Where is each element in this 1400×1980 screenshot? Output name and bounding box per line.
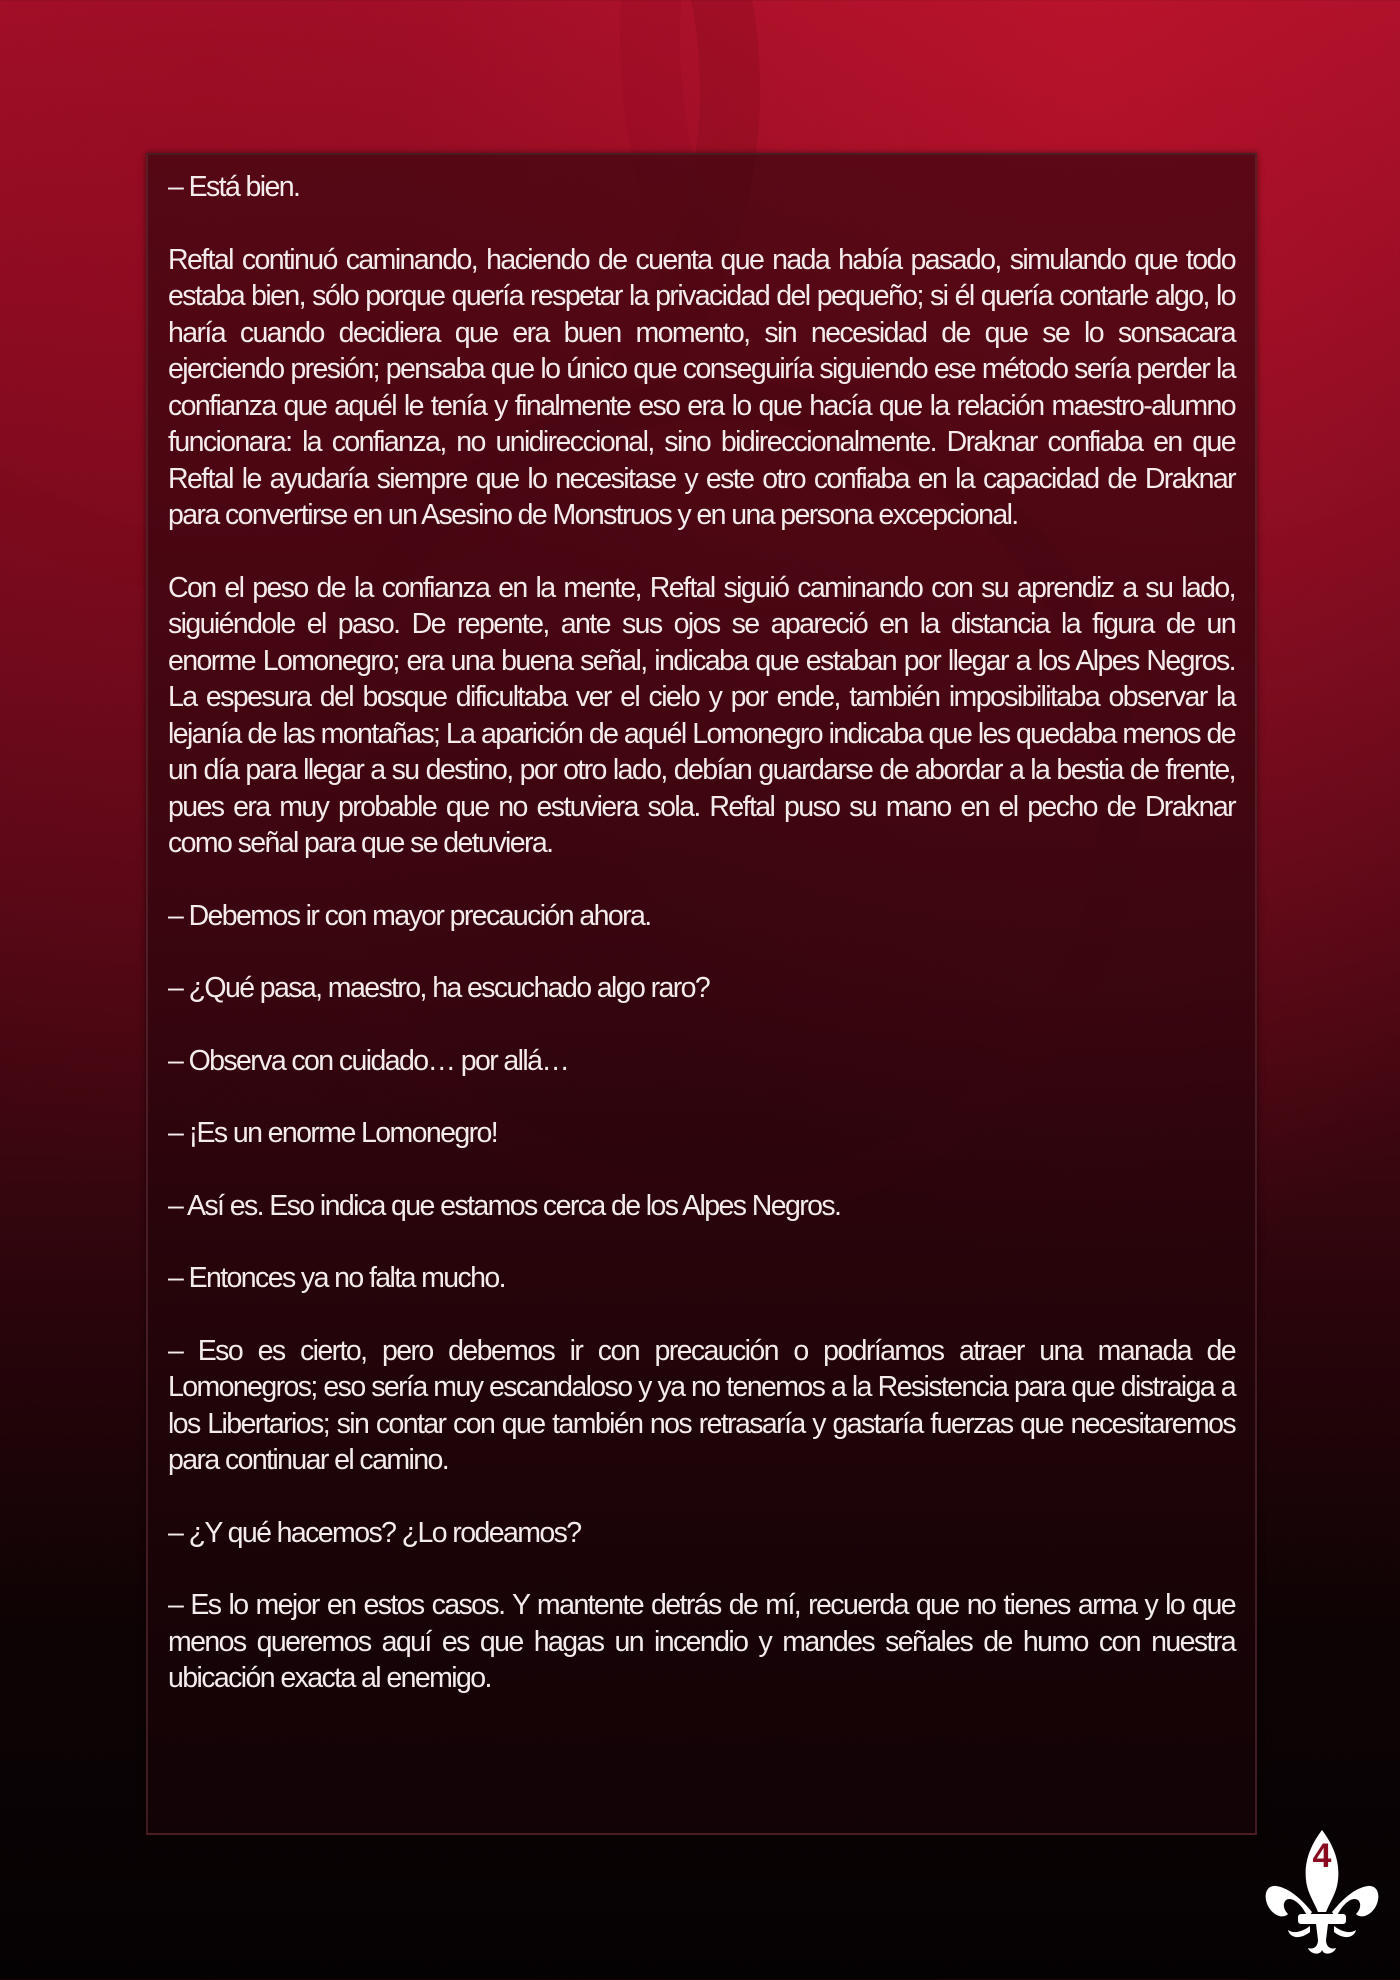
paragraph: – ¿Y qué hacemos? ¿Lo rodeamos? xyxy=(168,1516,581,1549)
paragraph: – Está bien. xyxy=(168,171,300,203)
paragraph: – Es lo mejor en estos casos. Y mantente detrás de mí, recuerda que no tienes arma y lo que menos queremos aquí es que hagas un incendio y mandes señales de humo con nuestra ubicación exacta al enemigo. xyxy=(168,1589,1235,1694)
paragraph: – Eso es cierto, pero debemos ir con precaución o podríamos atraer una manada de Lomonegros; eso sería muy escandaloso y ya no tenemos a la Resistencia para que distraiga a los Libertarios; sin contar con que también nos retrasaría y gastaría fuerzas que necesitaremos para continuar el camino. xyxy=(168,1334,1235,1476)
paragraph: – Así es. Eso indica que estamos cerca de los Alpes Negros. xyxy=(168,1189,841,1222)
page-number: 4 xyxy=(1312,1837,1332,1875)
paragraph: – Debemos ir con mayor precaución ahora. xyxy=(168,899,651,932)
paragraph: – Observa con cuidado… por allá… xyxy=(168,1044,569,1077)
text-panel xyxy=(146,153,1257,1835)
paragraph: – ¿Qué pasa, maestro, ha escuchado algo raro? xyxy=(168,972,710,1004)
paragraph: Reftal continuó caminando, haciendo de cuenta que nada había pasado, simulando que todo estaba bien, sólo porque quería respetar la privacidad del pequeño; si él quería contarle algo, lo haría cuando decidiera que era buen momento, sin necesidad de que se lo sonsacara ejerciendo presión; pensaba que lo único que conseguiría siguiendo ese método sería perder la confianza que aquél le tenía y finalmente eso era lo que hacía que la relación maestro-alumno funcionara: la confianza, no unidireccional, sino bidireccionalmente. Draknar confiaba en que Reftal le ayudaría siempre que lo necesitase y este otro confiaba en la capacidad de Draknar para convertirse en un Asesino de Monstruos y en una persona excepcional. xyxy=(168,243,1235,531)
paragraph: – ¡Es un enorme Lomonegro! xyxy=(168,1117,498,1149)
paragraph: Con el peso de la confianza en la mente, Reftal siguió caminando con su aprendiz a su lado, siguiéndole el paso. De repente, ante sus ojos se apareció en la distancia la figura de un enorme Lomonegro; era una buena señal, indicaba que estaban por llegar a los Alpes Negros. La espesura del bosque dificultaba ver el cielo y por ende, también imposibilitaba observar la lejanía de las montañas; La aparición de aquél Lomonegro indicaba que les quedaba menos de un día para llegar a su destino, por otro lado, debían guardarse de abordar a la bestia de frente, pues era muy probable que no estuviera sola. Reftal puso su mano en el pecho de Draknar como señal para que se detuviera. xyxy=(168,571,1235,859)
paragraph: – Entonces ya no falta mucho. xyxy=(168,1262,506,1294)
